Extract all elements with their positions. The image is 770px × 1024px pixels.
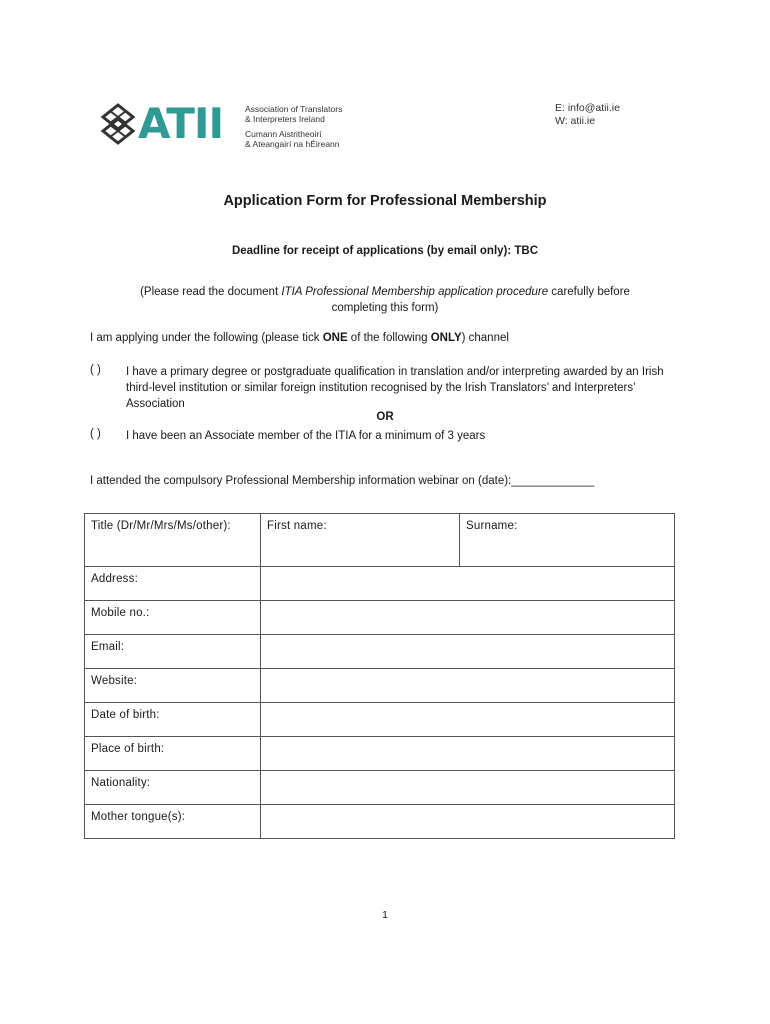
table-row <box>85 567 675 601</box>
address-label: Address: <box>85 567 261 601</box>
birthplace-field[interactable] <box>261 737 675 771</box>
surname-field[interactable]: Surname: <box>460 514 675 567</box>
channel-intro: I am applying under the following (please tick ONE of the following ONLY) channel <box>90 332 509 344</box>
table-row <box>85 805 675 839</box>
table-row <box>85 669 675 703</box>
contact-info <box>555 102 620 128</box>
nationality-field[interactable] <box>261 771 675 805</box>
atii-logo <box>100 99 350 149</box>
table-row <box>85 635 675 669</box>
table-row <box>85 737 675 771</box>
table-row <box>85 771 675 805</box>
page-title: Application Form for Professional Membership <box>223 193 547 209</box>
mother-tongue-field[interactable] <box>261 805 675 839</box>
website-field[interactable] <box>261 669 675 703</box>
applicant-details-table <box>84 513 675 839</box>
mobile-label: Mobile no.: <box>85 601 261 635</box>
webinar-date-line[interactable]: I attended the compulsory Professional Membership information webinar on (date):_____________ <box>90 475 595 487</box>
birthplace-label: Place of birth: <box>85 737 261 771</box>
deadline-text: Deadline for receipt of applications (by email only): TBC <box>231 245 539 257</box>
email-label: Email: <box>85 635 261 669</box>
instruction-note: (Please read the document ITIA Professional Membership application procedure carefully before completing this form) <box>140 286 630 314</box>
dob-label: Date of birth: <box>85 703 261 737</box>
mobile-field[interactable] <box>261 601 675 635</box>
mother-tongue-label: Mother tongue(s): <box>85 805 261 839</box>
table-row <box>85 601 675 635</box>
table-row <box>85 514 675 567</box>
email-field[interactable] <box>261 635 675 669</box>
website-label: Website: <box>85 669 261 703</box>
contact-email[interactable]: E: info@atii.ie <box>555 102 620 114</box>
option-2-tick-box[interactable]: ( ) <box>90 428 101 440</box>
dob-field[interactable] <box>261 703 675 737</box>
page-number: 1 <box>382 909 388 921</box>
title-field[interactable]: Title (Dr/Mr/Mrs/Ms/other): <box>85 514 261 567</box>
option-1-text: I have a primary degree or postgraduate qualification in translation and/or interpreting awarded by an Irish third-level institution or similar foreign institution recognised by the Irish Translators’ and Interpreters’ Association <box>126 366 664 410</box>
or-separator: OR <box>376 411 394 423</box>
table-row <box>85 703 675 737</box>
org-name: Association of Translators & Interpreters Ireland Cumann Aistritheoirí & Ateangairí na hÉireann <box>245 104 343 149</box>
celtic-knot-icon <box>100 103 136 145</box>
first-name-field[interactable]: First name: <box>261 514 460 567</box>
document-name: ITIA Professional Membership application procedure <box>281 286 549 298</box>
nationality-label: Nationality: <box>85 771 261 805</box>
address-field[interactable] <box>261 567 675 601</box>
option-1-tick-box[interactable]: ( ) <box>90 364 101 376</box>
logo-wordmark: ATII <box>138 99 224 148</box>
contact-web[interactable]: W: atii.ie <box>555 115 596 127</box>
option-2-text: I have been an Associate member of the ITIA for a minimum of 3 years <box>126 430 486 442</box>
